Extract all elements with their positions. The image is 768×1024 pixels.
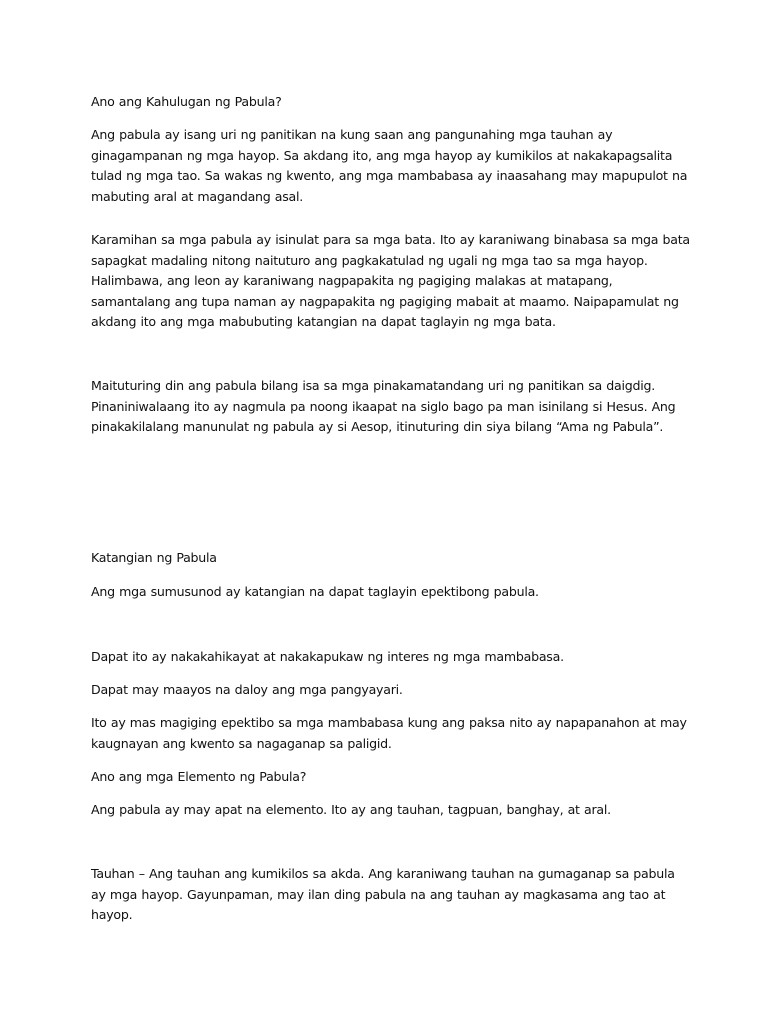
heading-elemento: Ano ang mga Elemento ng Pabula? (91, 769, 307, 784)
paragraph-katangian-intro: Ang mga sumusunod ay katangian na dapat taglayin epektibong pabula. (91, 584, 539, 599)
heading-kahulugan: Ano ang Kahulugan ng Pabula? (91, 94, 282, 109)
heading-katangian: Katangian ng Pabula (91, 550, 217, 565)
katangian-item-1: Dapat ito ay nakakahikayat at nakakapukaw ng interes ng mga mambabasa. (91, 649, 564, 664)
paragraph-karamihan: Karamihan sa mga pabula ay isinulat para sa mga bata. Ito ay karaniwang binabasa sa mga bata sapagkat madaling nitong naituturo ang pagkakatulad ng ugali ng mga tao sa mga hayop. Halimbawa, ang leon ay karaniwang nagpapakita ng pagiging malakas at matapang, samantalang ang tupa naman ay nagpapakita ng pagiging mabait at maamo. Naipapamulat ng akdang ito ang mga mabubuting katangian na dapat taglayin ng mga bata. (91, 232, 690, 329)
paragraph-tauhan: Tauhan – Ang tauhan ang kumikilos sa akda. Ang karaniwang tauhan na gumaganap sa pabula ay mga hayop. Gayunpaman, may ilan ding pabula na ang tauhan ay magkasama ang tao at hayop. (91, 866, 675, 922)
paragraph-kahulugan: Ang pabula ay isang uri ng panitikan na kung saan ang pangunahing mga tauhan ay ginagampanan ng mga hayop. Sa akdang ito, ang mga hayop ay kumikilos at nakakapagsalita tulad ng mga tao. Sa wakas ng kwento, ang mga mambabasa ay inaasahang may mapupulot na mabuting aral at magandang asal. (91, 127, 688, 204)
katangian-item-2: Dapat may maayos na daloy ang mga pangyayari. (91, 682, 403, 697)
paragraph-maituturing: Maituturing din ang pabula bilang isa sa mga pinakamatandang uri ng panitikan sa daigdig. Pinaniniwalaang ito ay nagmula pa noong ikaapat na siglo bago pa man isinilang si Hesus. Ang pinakakilalang manunulat ng pabula ay si Aesop, itinuturing din siya bilang “Ama ng Pabula”. (91, 378, 676, 434)
katangian-item-3: Ito ay mas magiging epektibo sa mga mambabasa kung ang paksa nito ay napapanahon at may kaugnayan ang kwento sa nagaganap sa paligid. (91, 715, 687, 751)
paragraph-elemento: Ang pabula ay may apat na elemento. Ito ay ang tauhan, tagpuan, banghay, at aral. (91, 802, 611, 817)
